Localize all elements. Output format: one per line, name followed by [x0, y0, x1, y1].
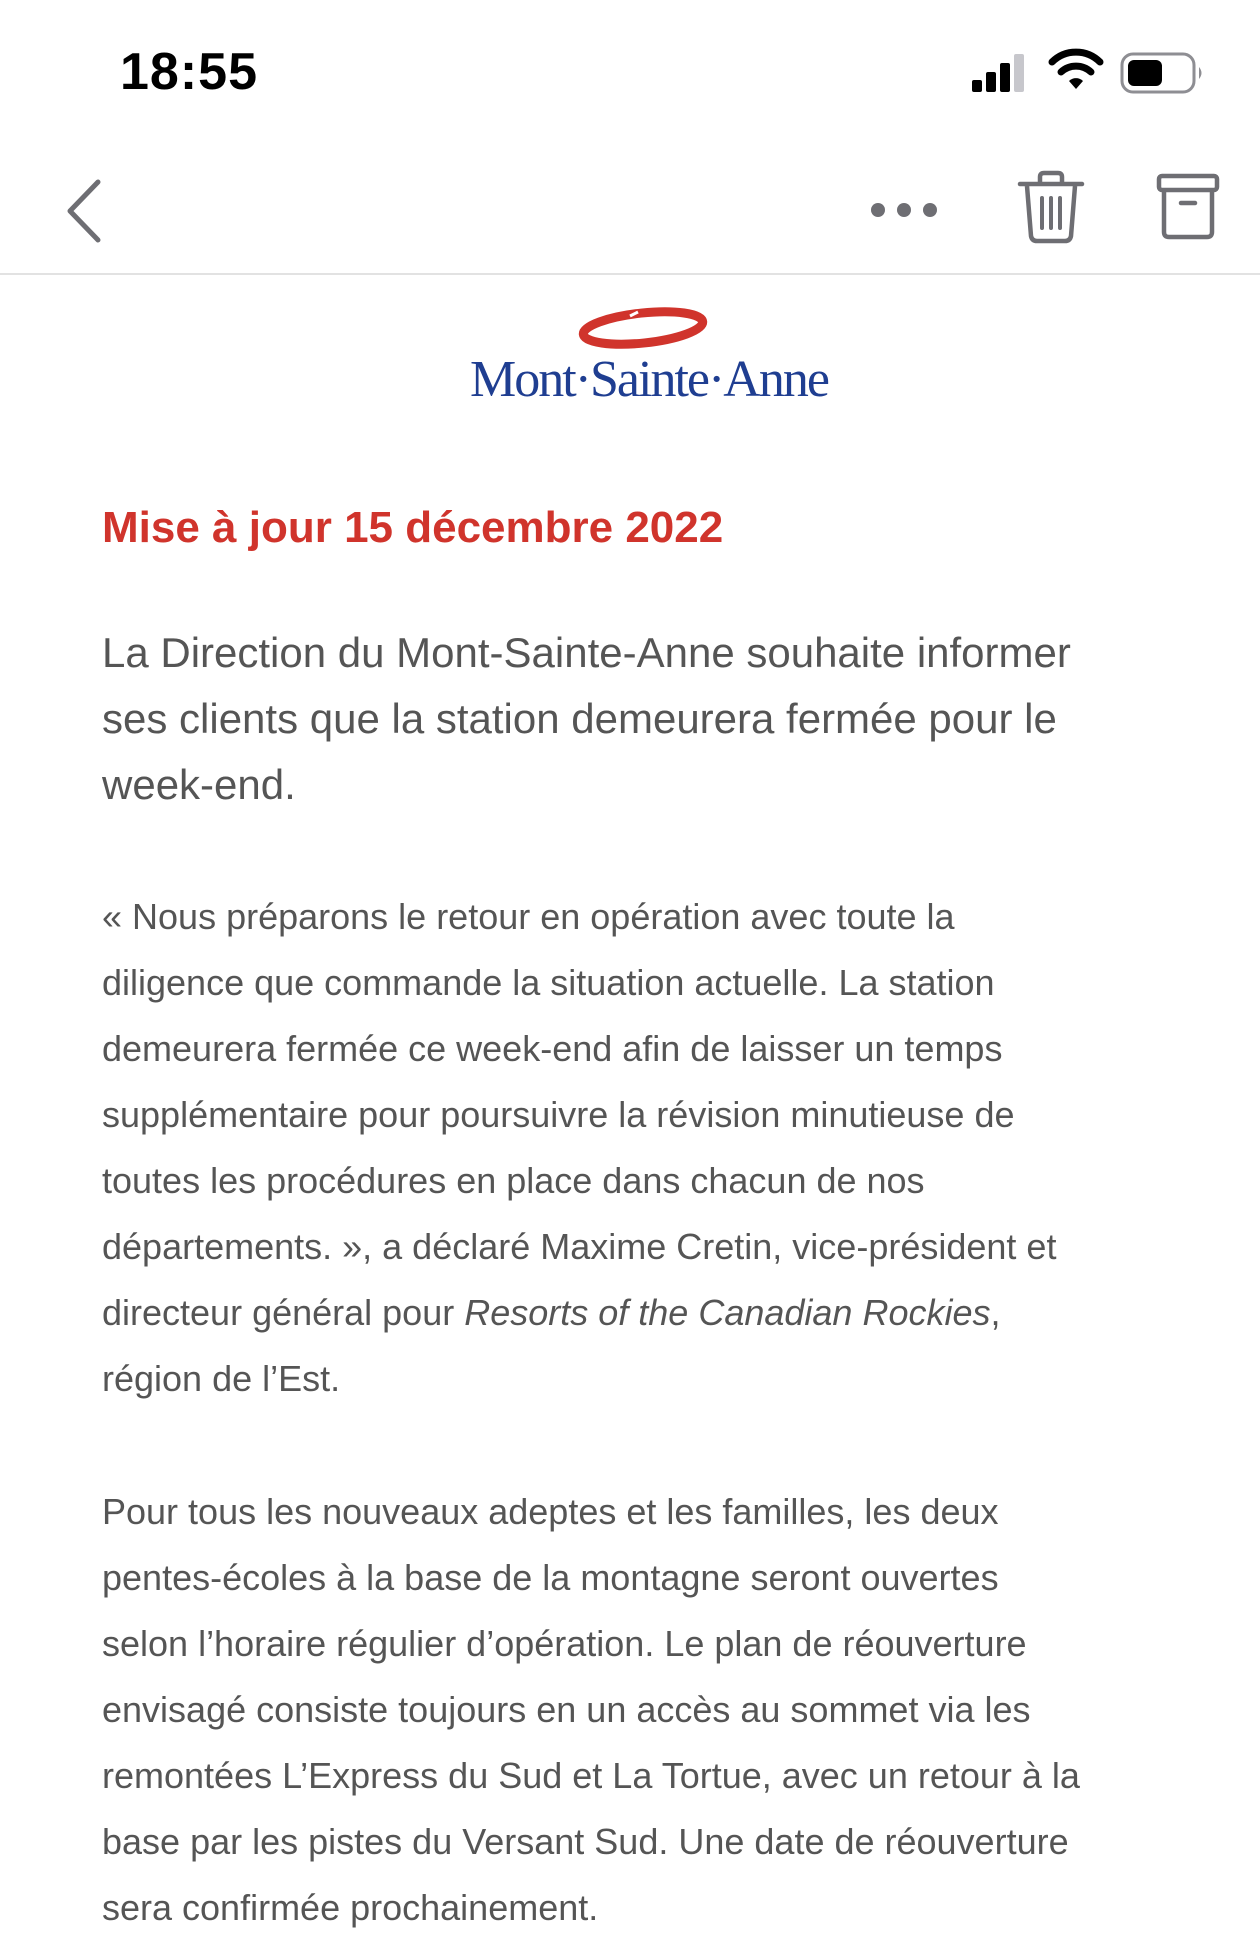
mont-sainte-anne-logo [470, 300, 828, 410]
status-bar [0, 0, 1260, 140]
schools-line: selon l’horaire régulier d’opération. Le plan de réouverture [102, 1623, 1027, 1664]
company-name: Resorts of the Canadian Rockies [464, 1292, 991, 1333]
status-time: 18:55 [120, 43, 258, 101]
quote-line: demeurera fermée ce week-end afin de laisser un temps [102, 1028, 1003, 1069]
schools-line: pentes-écoles à la base de la montagne seront ouvertes [102, 1557, 999, 1598]
update-title: Mise à jour 15 décembre 2022 [102, 503, 724, 552]
battery-icon [1120, 52, 1206, 94]
lead-paragraph [102, 620, 1182, 818]
mail-nav-bar [0, 140, 1260, 275]
schools-line: envisagé consiste toujours en un accès au sommet via les [102, 1689, 1031, 1730]
quote-line: région de l’Est. [102, 1358, 341, 1399]
archive-box-icon[interactable] [1156, 172, 1220, 240]
wifi-icon [1048, 48, 1104, 92]
schools-line: sera confirmée prochainement. [102, 1887, 599, 1928]
quote-paragraph [102, 884, 1182, 1412]
lead-line: ses clients que la station demeurera fermée pour le [102, 695, 1057, 742]
schools-line: Pour tous les nouveaux adeptes et les familles, les deux [102, 1491, 999, 1532]
schools-line: remontées L’Express du Sud et La Tortue, avec un retour à la [102, 1755, 1080, 1796]
cellular-signal-icon [970, 52, 1030, 92]
quote-line: départements. », a déclaré Maxime Cretin, vice-président et [102, 1226, 1057, 1267]
chevron-left-icon[interactable] [58, 176, 118, 246]
quote-line: diligence que commande la situation actuelle. La station [102, 962, 995, 1003]
more-horizontal-icon[interactable] [868, 190, 940, 230]
quote-line [102, 1280, 1182, 1346]
lead-line: La Direction du Mont-Sainte-Anne souhaite informer [102, 629, 1071, 676]
quote-line-prefix: directeur général pour [102, 1292, 465, 1333]
quote-line-suffix: , [990, 1292, 1001, 1333]
quote-line: « Nous préparons le retour en opération avec toute la [102, 896, 955, 937]
schools-paragraph [102, 1479, 1182, 1941]
logo-wordmark: Mont·Sainte·Anne [470, 351, 828, 408]
logo-ring-icon [578, 306, 708, 350]
quote-line: supplémentaire pour poursuivre la révision minutieuse de [102, 1094, 1015, 1135]
trash-icon[interactable] [1016, 170, 1086, 244]
schools-line: base par les pistes du Versant Sud. Une date de réouverture [102, 1821, 1069, 1862]
quote-line: toutes les procédures en place dans chacun de nos [102, 1160, 925, 1201]
lead-line: week-end. [102, 761, 296, 808]
